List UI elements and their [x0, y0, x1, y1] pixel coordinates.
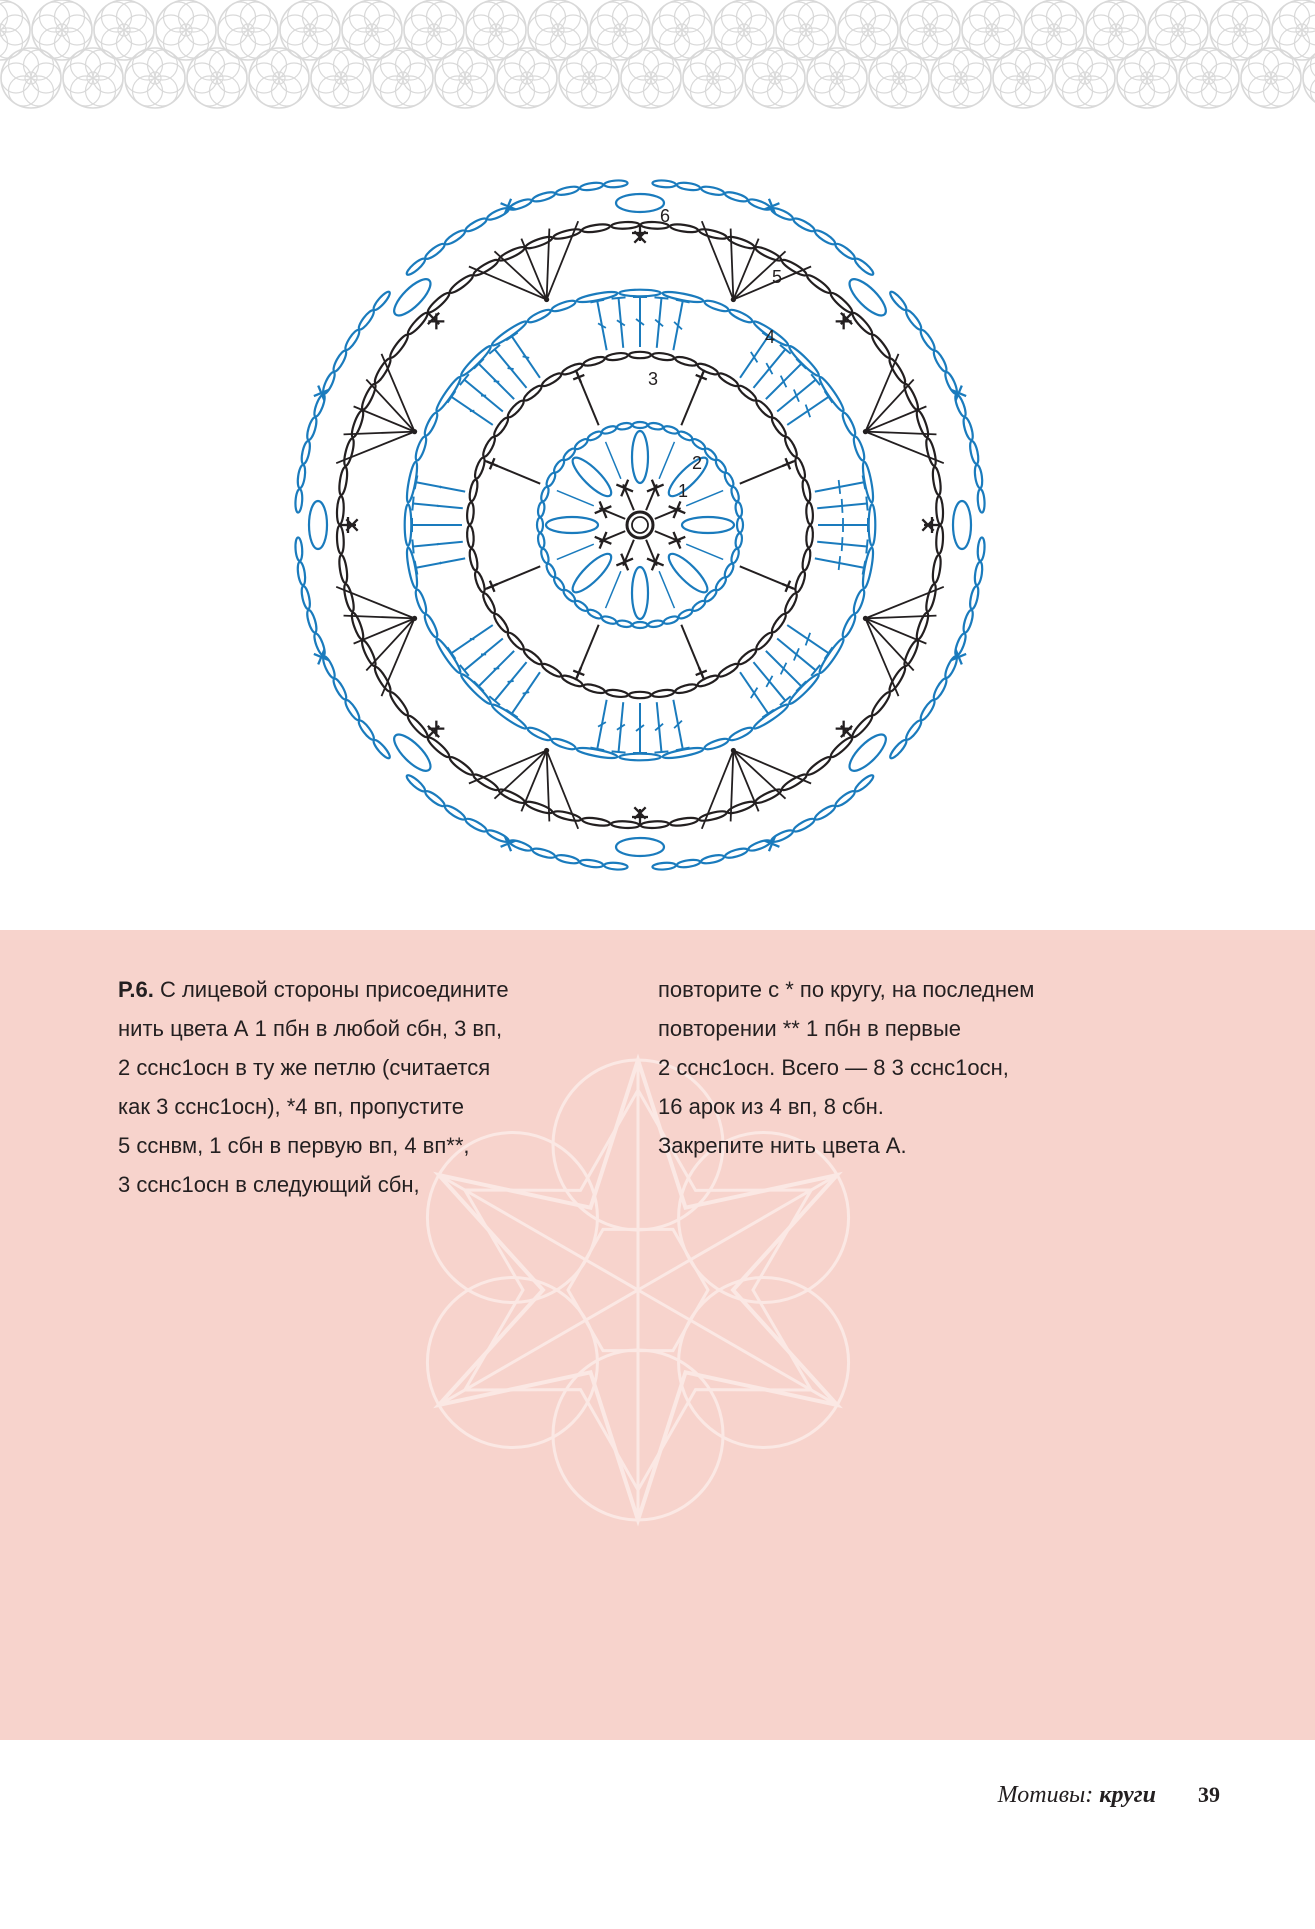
dc-stitch-r4 — [412, 497, 462, 511]
header-motif — [373, 48, 433, 108]
header-motif — [466, 0, 526, 60]
header-motif — [63, 48, 123, 108]
sc-stitch-r1 — [665, 529, 689, 553]
header-motif — [156, 0, 216, 60]
header-motif — [683, 48, 743, 108]
header-motif — [94, 0, 154, 60]
dc-stitch-r4 — [817, 537, 867, 553]
chain-arc-r5 — [360, 311, 430, 411]
instruction-line: нить цвета А 1 пбн в любой сбн, 3 вп, — [118, 1016, 503, 1041]
dc-stitch-r4 — [815, 556, 865, 574]
dc-stitch-r4 — [815, 475, 865, 493]
instruction-line: 2 сснс​1осн. Всего — 8 3 сснс​1осн, — [658, 1055, 1009, 1080]
sc-stitch-r1 — [665, 498, 689, 522]
dc-stitch-r4 — [740, 672, 774, 717]
fan-r5 — [469, 221, 578, 302]
fan-r5 — [702, 221, 811, 302]
sc-stitch-r1 — [591, 529, 615, 553]
header-motif — [528, 0, 588, 60]
sc-r3 — [484, 578, 500, 594]
header-motif — [218, 0, 278, 60]
chain-arc-r4 — [841, 588, 867, 638]
instruction-line: 16 арок из 4 вп, 8 сбн. — [658, 1094, 884, 1119]
dc-stitch-r4 — [633, 297, 647, 347]
chain-arc-r4 — [414, 411, 440, 461]
dc-stitch-r4 — [673, 300, 689, 350]
chain-arc-r6 — [953, 393, 985, 512]
instructions-right-column — [658, 970, 1138, 1165]
dc-stitch-r4 — [506, 332, 540, 377]
header-motif — [1179, 48, 1239, 108]
header-motif — [993, 48, 1053, 108]
round-label-6: 6 — [660, 206, 671, 226]
connector — [557, 491, 594, 506]
puff-stitch-r2 — [664, 549, 712, 597]
sc-r3 — [780, 456, 796, 472]
puff-stitch-r6 — [953, 501, 971, 549]
instruction-line: 3 сснс​1осн в следующий сбн, — [118, 1172, 420, 1197]
sc-r6 — [948, 383, 969, 404]
sc-r6 — [762, 833, 783, 854]
sc-stitch-r1 — [613, 476, 637, 500]
dc-stitch-r4 — [590, 300, 606, 350]
sc-r6 — [311, 647, 332, 668]
header-motif — [1210, 0, 1270, 60]
puff-stitch-r2 — [568, 549, 616, 597]
dc-stitch-r4 — [590, 700, 606, 750]
round-6-lead: Р.6. — [118, 977, 154, 1002]
fan-r5 — [469, 748, 578, 829]
sc-r3 — [780, 578, 796, 594]
connector — [686, 491, 723, 506]
instruction-line: повторите с * по кругу, на последнем — [658, 977, 1035, 1002]
header-motif — [435, 48, 495, 108]
chain-arc-r5 — [915, 525, 944, 640]
chain-arc-r5 — [850, 311, 920, 411]
chain-arc-r6 — [652, 838, 771, 870]
connector — [606, 442, 621, 479]
header-motif — [1086, 0, 1146, 60]
dc-stitch-r4 — [415, 558, 465, 574]
sc-stitch-r1 — [591, 498, 615, 522]
round-label-3: 3 — [648, 369, 659, 389]
instruction-line: Закрепите нить цвета А. — [658, 1133, 907, 1158]
instruction-line: 2 сснс​1осн в ту же петлю (считается — [118, 1055, 491, 1080]
instruction-line: 5 сснвм, 1 сбн в первую вп, 4 вп**, — [118, 1133, 470, 1158]
header-motif — [962, 0, 1022, 60]
connector — [659, 571, 674, 608]
round-label-2: 2 — [692, 453, 703, 473]
puff-stitch-r6 — [616, 838, 664, 856]
sc-r6 — [498, 833, 519, 854]
magic-ring — [627, 512, 653, 538]
round-label-5: 5 — [772, 267, 783, 287]
chain-arc-r5 — [426, 735, 526, 805]
header-motif — [745, 48, 805, 108]
fan-r5 — [336, 354, 417, 463]
dc-stitch-r4 — [415, 475, 465, 491]
header-motif — [652, 0, 712, 60]
chain-arc-r5 — [754, 735, 854, 805]
chain-arc-r4 — [703, 726, 753, 752]
header-motif — [900, 0, 960, 60]
header-motif — [590, 0, 650, 60]
sc-stitch-r1 — [644, 476, 668, 500]
round-label-4: 4 — [765, 327, 776, 347]
puff-stitch-r6 — [616, 194, 664, 212]
round-label-1: 1 — [678, 481, 689, 501]
connector — [557, 544, 594, 559]
chain-arc-r5 — [525, 800, 640, 829]
page-footer — [880, 1782, 1220, 1822]
chain-arc-r5 — [754, 245, 854, 315]
instruction-line: как 3 сснс​1осн), *4 вп, пропустите — [118, 1094, 464, 1119]
header-motif — [1117, 48, 1177, 108]
header-motif — [807, 48, 867, 108]
chain-arc-r6 — [508, 180, 627, 212]
header-motif — [404, 0, 464, 60]
sc-stitch-r1 — [613, 550, 637, 574]
instruction-line: повторении ** 1 пбн в первые — [658, 1016, 962, 1041]
puff-stitch-r2 — [682, 517, 734, 533]
fan-r5 — [863, 587, 944, 696]
dc-stitch-r4 — [412, 539, 462, 553]
sc-r6 — [762, 196, 783, 217]
dc-stitch-r4 — [612, 297, 626, 347]
chain-arc-r6 — [295, 537, 327, 656]
instruction-line: Р.6. С лицевой стороны присоедините — [118, 977, 509, 1002]
dc-stitch-r4 — [506, 672, 540, 717]
chain-arc-r5 — [336, 525, 365, 640]
sc-r3 — [484, 456, 500, 472]
header-motif — [1055, 48, 1115, 108]
dc-stitch-r4 — [787, 625, 832, 659]
chain-arc-r4 — [526, 299, 576, 325]
sc-r6 — [948, 647, 969, 668]
dc-stitch-r4 — [612, 702, 626, 752]
header-motif — [1272, 0, 1315, 60]
dc-stitch-r4 — [412, 518, 462, 532]
crochet-chart-diagram — [290, 170, 990, 880]
chain-arc-r6 — [953, 537, 985, 656]
dc-stitch-r4 — [654, 297, 668, 347]
header-motif — [776, 0, 836, 60]
dc-stitch-r4 — [673, 700, 689, 750]
connector — [659, 442, 674, 479]
chain-arc-r5 — [360, 639, 430, 739]
chain-arc-r6 — [508, 838, 627, 870]
header-motif — [0, 0, 30, 60]
connector — [606, 571, 621, 608]
header-motif — [869, 48, 929, 108]
chain-arc-r4 — [526, 726, 576, 752]
chain-arc-r5 — [336, 410, 365, 525]
header-motif — [125, 48, 185, 108]
header-pattern-band — [0, 0, 1315, 125]
chain-arc-r4 — [841, 411, 867, 461]
chain-ring-r2 — [537, 422, 743, 628]
header-motif — [497, 48, 557, 108]
header-motif — [714, 0, 774, 60]
chain-arc-r4 — [414, 588, 440, 638]
header-motif — [559, 48, 619, 108]
puff-stitch-r2 — [632, 567, 648, 619]
page-number: 39 — [1198, 1782, 1220, 1807]
chain-arc-r4 — [703, 299, 753, 325]
chain-arc-r6 — [295, 393, 327, 512]
puff-stitch-r2 — [546, 517, 598, 533]
puff-stitch-r2 — [664, 453, 712, 501]
chain-arc-r5 — [525, 221, 640, 250]
header-motif — [1148, 0, 1208, 60]
header-motif — [249, 48, 309, 108]
chain-arc-r5 — [640, 221, 755, 250]
magic-ring-inner — [632, 517, 648, 533]
header-motif — [187, 48, 247, 108]
header-motif — [311, 48, 371, 108]
dc-stitch-r4 — [654, 702, 668, 752]
puff-stitch-r6 — [309, 501, 327, 549]
header-motif — [32, 0, 92, 60]
connector — [686, 544, 723, 559]
chain-arc-r5 — [426, 245, 526, 315]
puff-stitch-r2 — [568, 453, 616, 501]
instructions-left-column — [118, 970, 598, 1204]
dc-stitch-r4 — [818, 518, 868, 532]
header-motif — [342, 0, 402, 60]
header-motif — [621, 48, 681, 108]
puff-stitch-r2 — [632, 431, 648, 483]
header-motif — [838, 0, 898, 60]
header-motif — [931, 48, 991, 108]
dc-stitch-r4 — [787, 391, 832, 425]
fan-r5 — [336, 587, 417, 696]
sc-r6 — [311, 383, 332, 404]
header-motif — [1, 48, 61, 108]
fan-r5 — [702, 748, 811, 829]
chain-ring-r3 — [466, 352, 813, 698]
chain-arc-r6 — [652, 180, 771, 212]
sc-stitch-r1 — [644, 550, 668, 574]
chain-arc-r5 — [915, 410, 944, 525]
dc-stitch-r4 — [817, 497, 867, 513]
chain-arc-r5 — [640, 800, 755, 829]
header-motif — [1241, 48, 1301, 108]
fan-r5 — [863, 354, 944, 463]
header-motif — [280, 0, 340, 60]
running-title: Мотивы: круги — [997, 1782, 1156, 1808]
chain-arc-r5 — [850, 639, 920, 739]
sc-r6 — [498, 196, 519, 217]
dc-stitch-r4 — [633, 703, 647, 753]
header-motif — [1024, 0, 1084, 60]
